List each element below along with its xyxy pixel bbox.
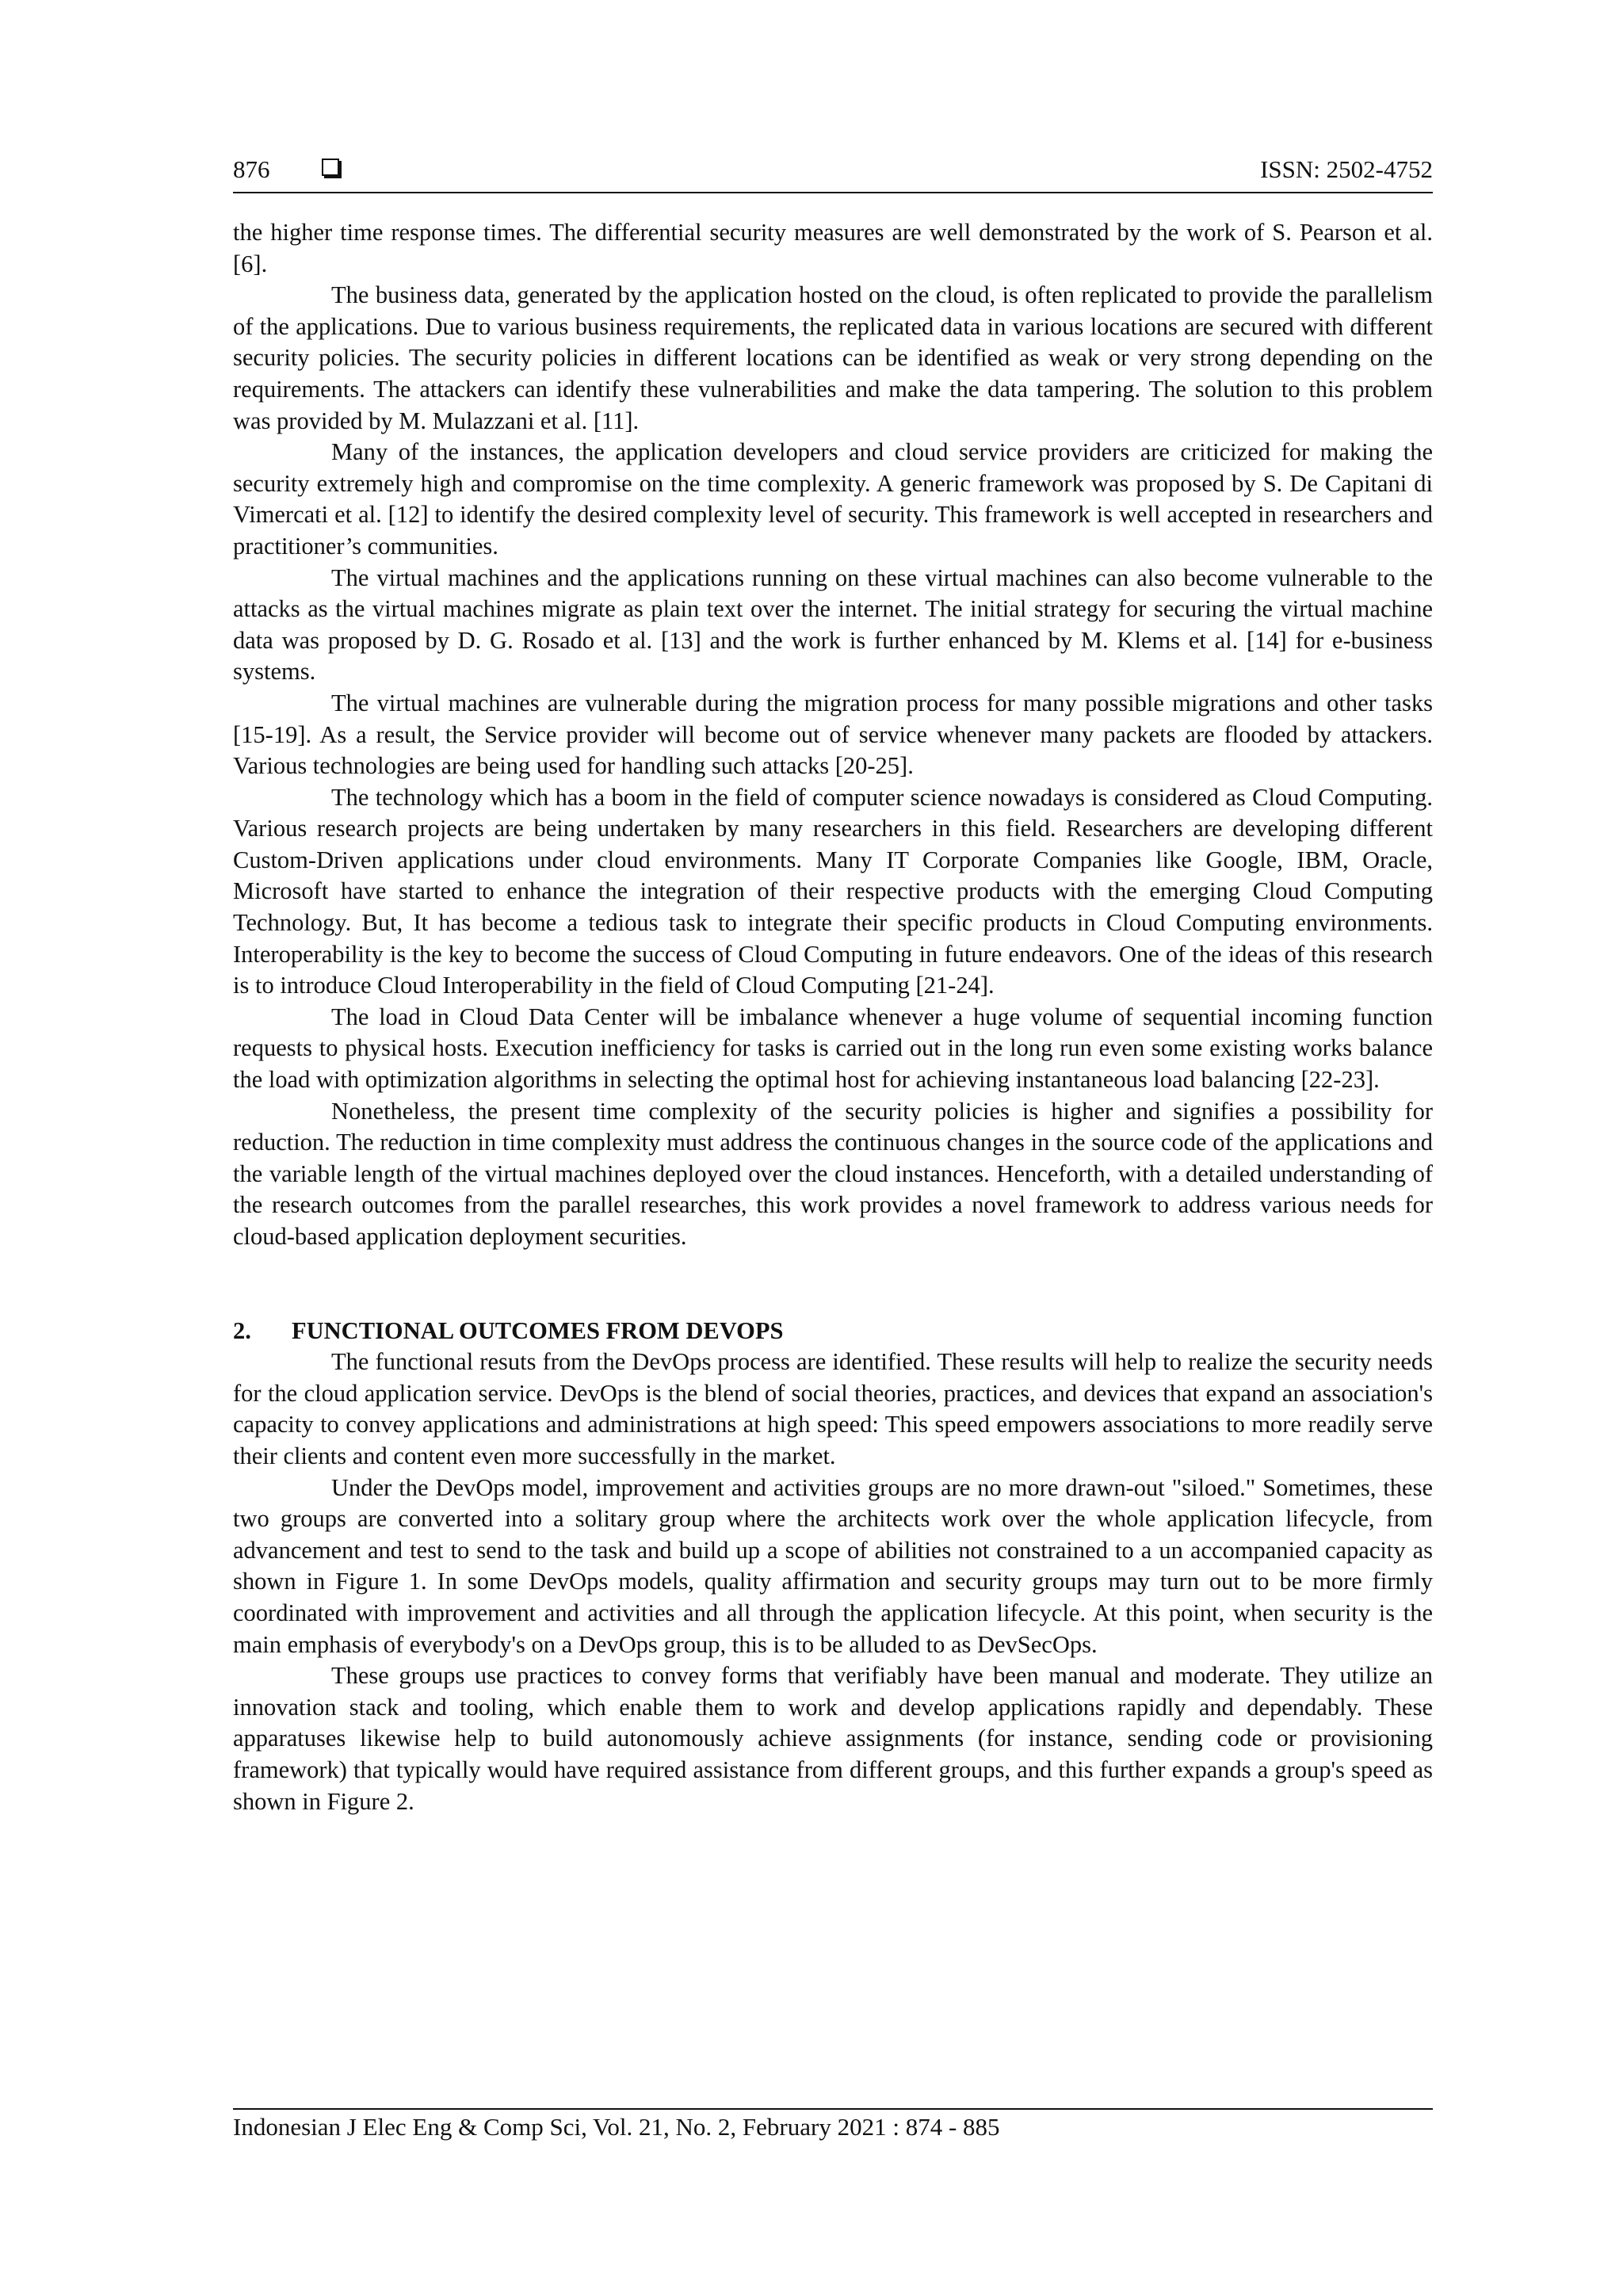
square-bullet-icon: [322, 159, 339, 176]
paragraph: The virtual machines and the applications running on these virtual machines can also become vulnerable to the attacks as the virtual machines migrate as plain text over the internet. The initial strategy for securing the virtual machine data was proposed by D. G. Rosado et al. [13] and the work is further enhanced by M. Klems et al. [14] for e-business systems.: [233, 563, 1433, 686]
paragraph: These groups use practices to convey forms that verifiably have been manual and moderate. They utilize an innovation stack and tooling, which enable them to work and develop applications rapidly and dependably. These apparatuses likewise help to build autonomously achieve assignments (for instance, sending code or provisioning framework) that typically would have required assistance from different groups, and this further expands a group's speed as shown in Figure 2.: [233, 1662, 1433, 1815]
page-header: [233, 155, 1433, 195]
paragraph: Nonetheless, the present time complexity of the security policies is higher and signifies a possibility for reduction. The reduction in time complexity must address the continuous changes in the source code of the applications and the variable length of the virtual machines deployed over the cloud instances. Henceforth, with a detailed understanding of the research outcomes from the parallel researches, this work provides a novel framework to address various needs for cloud-based application deployment securities.: [233, 1097, 1433, 1250]
issn-label: ISSN: 2502-4752: [1260, 155, 1433, 183]
header-rule: [233, 192, 1433, 193]
paragraph: The load in Cloud Data Center will be imbalance whenever a huge volume of sequential incoming function requests to physical hosts. Execution inefficiency for tasks is carried out in the long run even some existing works balance the load with optimization algorithms in selecting the optimal host for achieving instantaneous load balancing [22-23].: [233, 1003, 1433, 1094]
paragraph-continued: the higher time response times. The differential security measures are well demonstrated by the work of S. Pearson et al. [6].: [233, 219, 1433, 277]
footer-rule: [233, 2108, 1433, 2110]
paragraph: The virtual machines are vulnerable during the migration process for many possible migrations and other tasks [15-19]. As a result, the Service provider will become out of service whenever many packets are flooded by attackers. Various technologies are being used for handling such attacks [20-25].: [233, 689, 1433, 780]
paragraph: Many of the instances, the application developers and cloud service providers are criticized for making the security extremely high and compromise on the time complexity. A generic framework was proposed by S. De Capitani di Vimercati et al. [12] to identify the desired complexity level of security. This framework is well accepted in researchers and practitioner’s communities.: [233, 438, 1433, 560]
footer-citation: Indonesian J Elec Eng & Comp Sci, Vol. 21, No. 2, February 2021 : 874 - 885: [233, 2113, 1000, 2141]
paragraph: The technology which has a boom in the field of computer science nowadays is considered as Cloud Computing. Various research projects are being undertaken by many researchers in this field. Researchers are developing different Custom-Driven applications under cloud environments. Many IT Corporate Companies like Google, IBM, Oracle, Microsoft have started to enhance the integration of their respective products with the emerging Cloud Computing Technology. But, It has become a tedious task to integrate their specific products in Cloud Computing environments. Interoperability is the key to become the success of Cloud Computing in future endeavors. One of the ideas of this research is to introduce Cloud Interoperability in the field of Cloud Computing [21-24].: [233, 783, 1433, 999]
section-title: FUNCTIONAL OUTCOMES FROM DEVOPS: [292, 1316, 784, 1344]
section-heading: [233, 1316, 1433, 1347]
section-number: 2.: [233, 1316, 251, 1344]
paragraph: The business data, generated by the application hosted on the cloud, is often replicated to provide the parallelism of the applications. Due to various business requirements, the replicated data in various locations are secured with different security policies. The security policies in different locations can be identified as weak or very strong depending on the requirements. The attackers can identify these vulnerabilities and make the data tampering. The solution to this problem was provided by M. Mulazzani et al. [11].: [233, 281, 1433, 434]
page-number: 876: [233, 155, 270, 183]
paragraph: Under the DevOps model, improvement and activities groups are no more drawn-out "siloed." Sometimes, these two groups are converted into a solitary group where the architects work over the whole application lifecycle, from advancement and test to send to the task and build up a scope of abilities not constrained to a un accompanied capacity as shown in Figure 1. In some DevOps models, quality affirmation and security groups may turn out to be more firmly coordinated with improvement and activities and all through the application lifecycle. At this point, when security is the main emphasis of everybody's on a DevOps group, this is to be alluded to as DevSecOps.: [233, 1473, 1433, 1658]
article-body: [233, 217, 1433, 1817]
paragraph: The functional resuts from the DevOps process are identified. These results will help to realize the security needs for the cloud application service. DevOps is the blend of social theories, practices, and devices that expand an association's capacity to convey applications and administrations at high speed: This speed empowers associations to more readily serve their clients and content even more successfully in the market.: [233, 1348, 1433, 1469]
